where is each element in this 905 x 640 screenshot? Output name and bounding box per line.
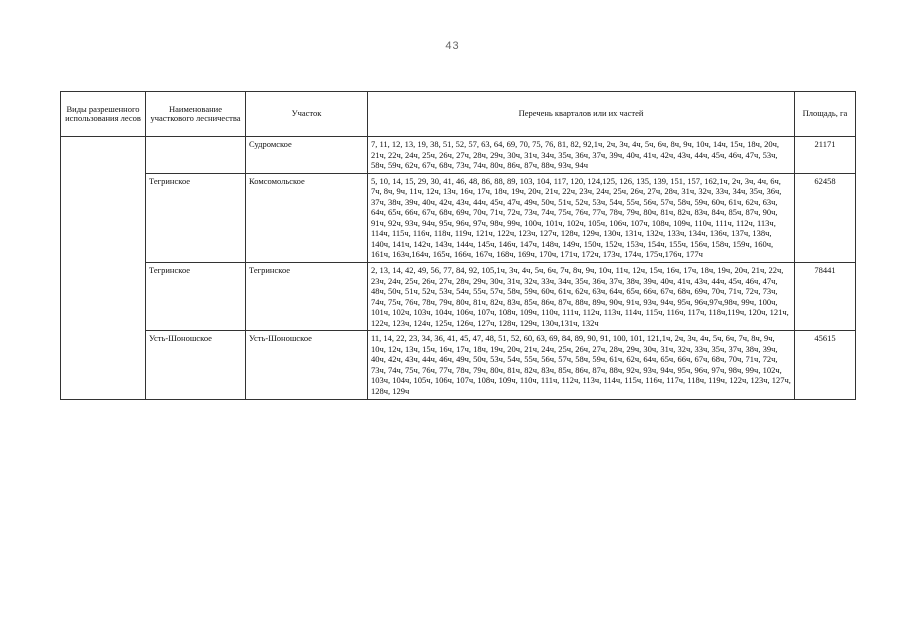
area-cell: 45615 — [795, 331, 856, 399]
page-number: 43 — [445, 40, 460, 52]
table-header-row — [61, 92, 856, 137]
header-plot: Участок — [246, 92, 368, 137]
area-cell: 21171 — [795, 137, 856, 174]
forest-quarters-table — [60, 91, 856, 400]
table-row — [61, 331, 856, 399]
table-row — [61, 263, 856, 331]
plot-cell: Тегринское — [246, 263, 368, 331]
plot-cell: Судромское — [246, 137, 368, 174]
forestry-cell: Тегринское — [146, 263, 246, 331]
header-area: Площадь, га — [795, 92, 856, 137]
header-forestry: Наименование участкового лесничества — [146, 92, 246, 137]
forestry-cell: Тегринское — [146, 173, 246, 262]
quarters-cell: 11, 14, 22, 23, 34, 36, 41, 45, 47, 48, 51, 52, 60, 63, 69, 84, 89, 90, 91, 100, 101, 121,1ч, 2ч, 3ч, 4ч, 5ч, 6ч, 7ч, 8ч, 9ч, 10ч, 12ч, 13ч, 15ч, 16ч, 17ч, 18ч, 19ч, 20ч, 21ч, 24ч, 25ч, 26ч, 27ч, 28ч, 29ч, 30ч, 31ч, 32ч, 33ч, 35ч, 37ч, 38ч, 39ч, 40ч, 42ч, 43ч, 44ч, 46ч, 49ч, 50ч, 53ч, 54ч, 55ч, 56ч, 57ч, 58ч, 59ч, 61ч, 62ч, 64ч, 65ч, 66ч, 67ч, 68ч, 70ч, 71ч, 72ч, 73ч, 74ч, 75ч, 76ч, 77ч, 78ч, 79ч, 80ч, 81ч, 82ч, 83ч, 85ч, 86ч, 87ч, 88ч, 92ч, 93ч, 94ч, 95ч, 96ч, 97ч, 98ч, 99ч, 102ч, 103ч, 104ч, 105ч, 106ч, 107ч, 108ч, 109ч, 110ч, 111ч, 112ч, 113ч, 114ч, 115ч, 116ч, 117ч, 118ч, 119ч, 122ч, 123ч, 127ч, 128ч, 129ч — [368, 331, 795, 399]
quarters-cell: 2, 13, 14, 42, 49, 56, 77, 84, 92, 105,1ч, 3ч, 4ч, 5ч, 6ч, 7ч, 8ч, 9ч, 10ч, 11ч, 12ч, 15ч, 16ч, 17ч, 18ч, 19ч, 20ч, 21ч, 22ч, 23ч, 24ч, 25ч, 26ч, 27ч, 28ч, 29ч, 30ч, 31ч, 32ч, 33ч, 34ч, 35ч, 36ч, 37ч, 38ч, 39ч, 40ч, 41ч, 43ч, 44ч, 45ч, 46ч, 47ч, 48ч, 50ч, 51ч, 52ч, 53ч, 54ч, 55ч, 57ч, 58ч, 59ч, 60ч, 61ч, 62ч, 63ч, 64ч, 65ч, 66ч, 67ч, 68ч, 69ч, 70ч, 71ч, 72ч, 73ч, 74ч, 75ч, 76ч, 78ч, 79ч, 80ч, 81ч, 82ч, 83ч, 85ч, 86ч, 87ч, 88ч, 89ч, 90ч, 91ч, 93ч, 94ч, 95ч, 96ч,97ч,98ч, 99ч, 100ч, 101ч, 102ч, 103ч, 104ч, 106ч, 107ч, 108ч, 109ч, 110ч, 111ч, 112ч, 113ч, 114ч, 115ч, 116ч, 117ч, 118ч,119ч, 120ч, 121ч, 122ч, 123ч, 124ч, 125ч, 126ч, 127ч, 128ч, 129ч, 130ч,131ч, 132ч — [368, 263, 795, 331]
table-row — [61, 137, 856, 174]
header-quarters: Перечень кварталов или их частей — [368, 92, 795, 137]
forestry-cell — [146, 137, 246, 174]
table-row — [61, 173, 856, 262]
header-kind: Виды разрешенного использования лесов — [61, 92, 146, 137]
plot-cell: Комсомольское — [246, 173, 368, 262]
area-cell: 78441 — [795, 263, 856, 331]
plot-cell: Усть-Шоношское — [246, 331, 368, 399]
quarters-cell: 7, 11, 12, 13, 19, 38, 51, 52, 57, 63, 64, 69, 70, 75, 76, 81, 82, 92,1ч, 2ч, 3ч, 4ч, 5ч, 6ч, 8ч, 9ч, 10ч, 14ч, 15ч, 18ч, 20ч, 21ч, 22ч, 24ч, 25ч, 26ч, 27ч, 28ч, 29ч, 30ч, 31ч, 34ч, 35ч, 36ч, 37ч, 39ч, 40ч, 41ч, 42ч, 43ч, 44ч, 45ч, 46ч, 47ч, 53ч, 58ч, 59ч, 62ч, 67ч, 68ч, 73ч, 74ч, 80ч, 86ч, 87ч, 88ч, 93ч, 94ч — [368, 137, 795, 174]
forestry-cell: Усть-Шоношское — [146, 331, 246, 399]
area-cell: 62458 — [795, 173, 856, 262]
kind-cell — [61, 137, 146, 400]
quarters-cell: 5, 10, 14, 15, 29, 30, 41, 46, 48, 86, 88, 89, 103, 104, 117, 120, 124,125, 126, 135, 139, 151, 157, 162,1ч, 2ч, 3ч, 4ч, 6ч, 7ч, 8ч, 9ч, 11ч, 12ч, 13ч, 16ч, 17ч, 18ч, 19ч, 20ч, 21ч, 22ч, 23ч, 24ч, 25ч, 26ч, 27ч, 28ч, 31ч, 32ч, 33ч, 34ч, 35ч, 36ч, 37ч, 38ч, 39ч, 40ч, 42ч, 43ч, 44ч, 45ч, 47ч, 49ч, 50ч, 51ч, 52ч, 53ч, 54ч, 55ч, 56ч, 57ч, 58ч, 59ч, 60ч, 61ч, 62ч, 63ч, 64ч, 65ч, 66ч, 67ч, 68ч, 69ч, 70ч, 71ч, 72ч, 73ч, 74ч, 75ч, 76ч, 77ч, 78ч, 79ч, 80ч, 81ч, 82ч, 83ч, 84ч, 85ч, 87ч, 90ч, 91ч, 92ч, 93ч, 94ч, 95ч, 96ч, 97ч, 98ч, 99ч, 100ч, 101ч, 102ч, 105ч, 106ч, 107ч, 108ч, 109ч, 110ч, 111ч, 112ч, 113ч, 114ч, 115ч, 116ч, 118ч, 119ч, 121ч, 122ч, 123ч, 127ч, 128ч, 129ч, 130ч, 131ч, 132ч, 133ч, 134ч, 136ч, 137ч, 138ч, 140ч, 141ч, 142ч, 143ч, 144ч, 145ч, 146ч, 147ч, 148ч, 149ч, 150ч, 152ч, 153ч, 154ч, 155ч, 156ч, 158ч, 159ч, 160ч, 161ч, 163ч,164ч, 165ч, 166ч, 167ч, 168ч, 169ч, 170ч, 171ч, 172ч, 173ч, 174ч, 175ч,176ч, 177ч — [368, 173, 795, 262]
